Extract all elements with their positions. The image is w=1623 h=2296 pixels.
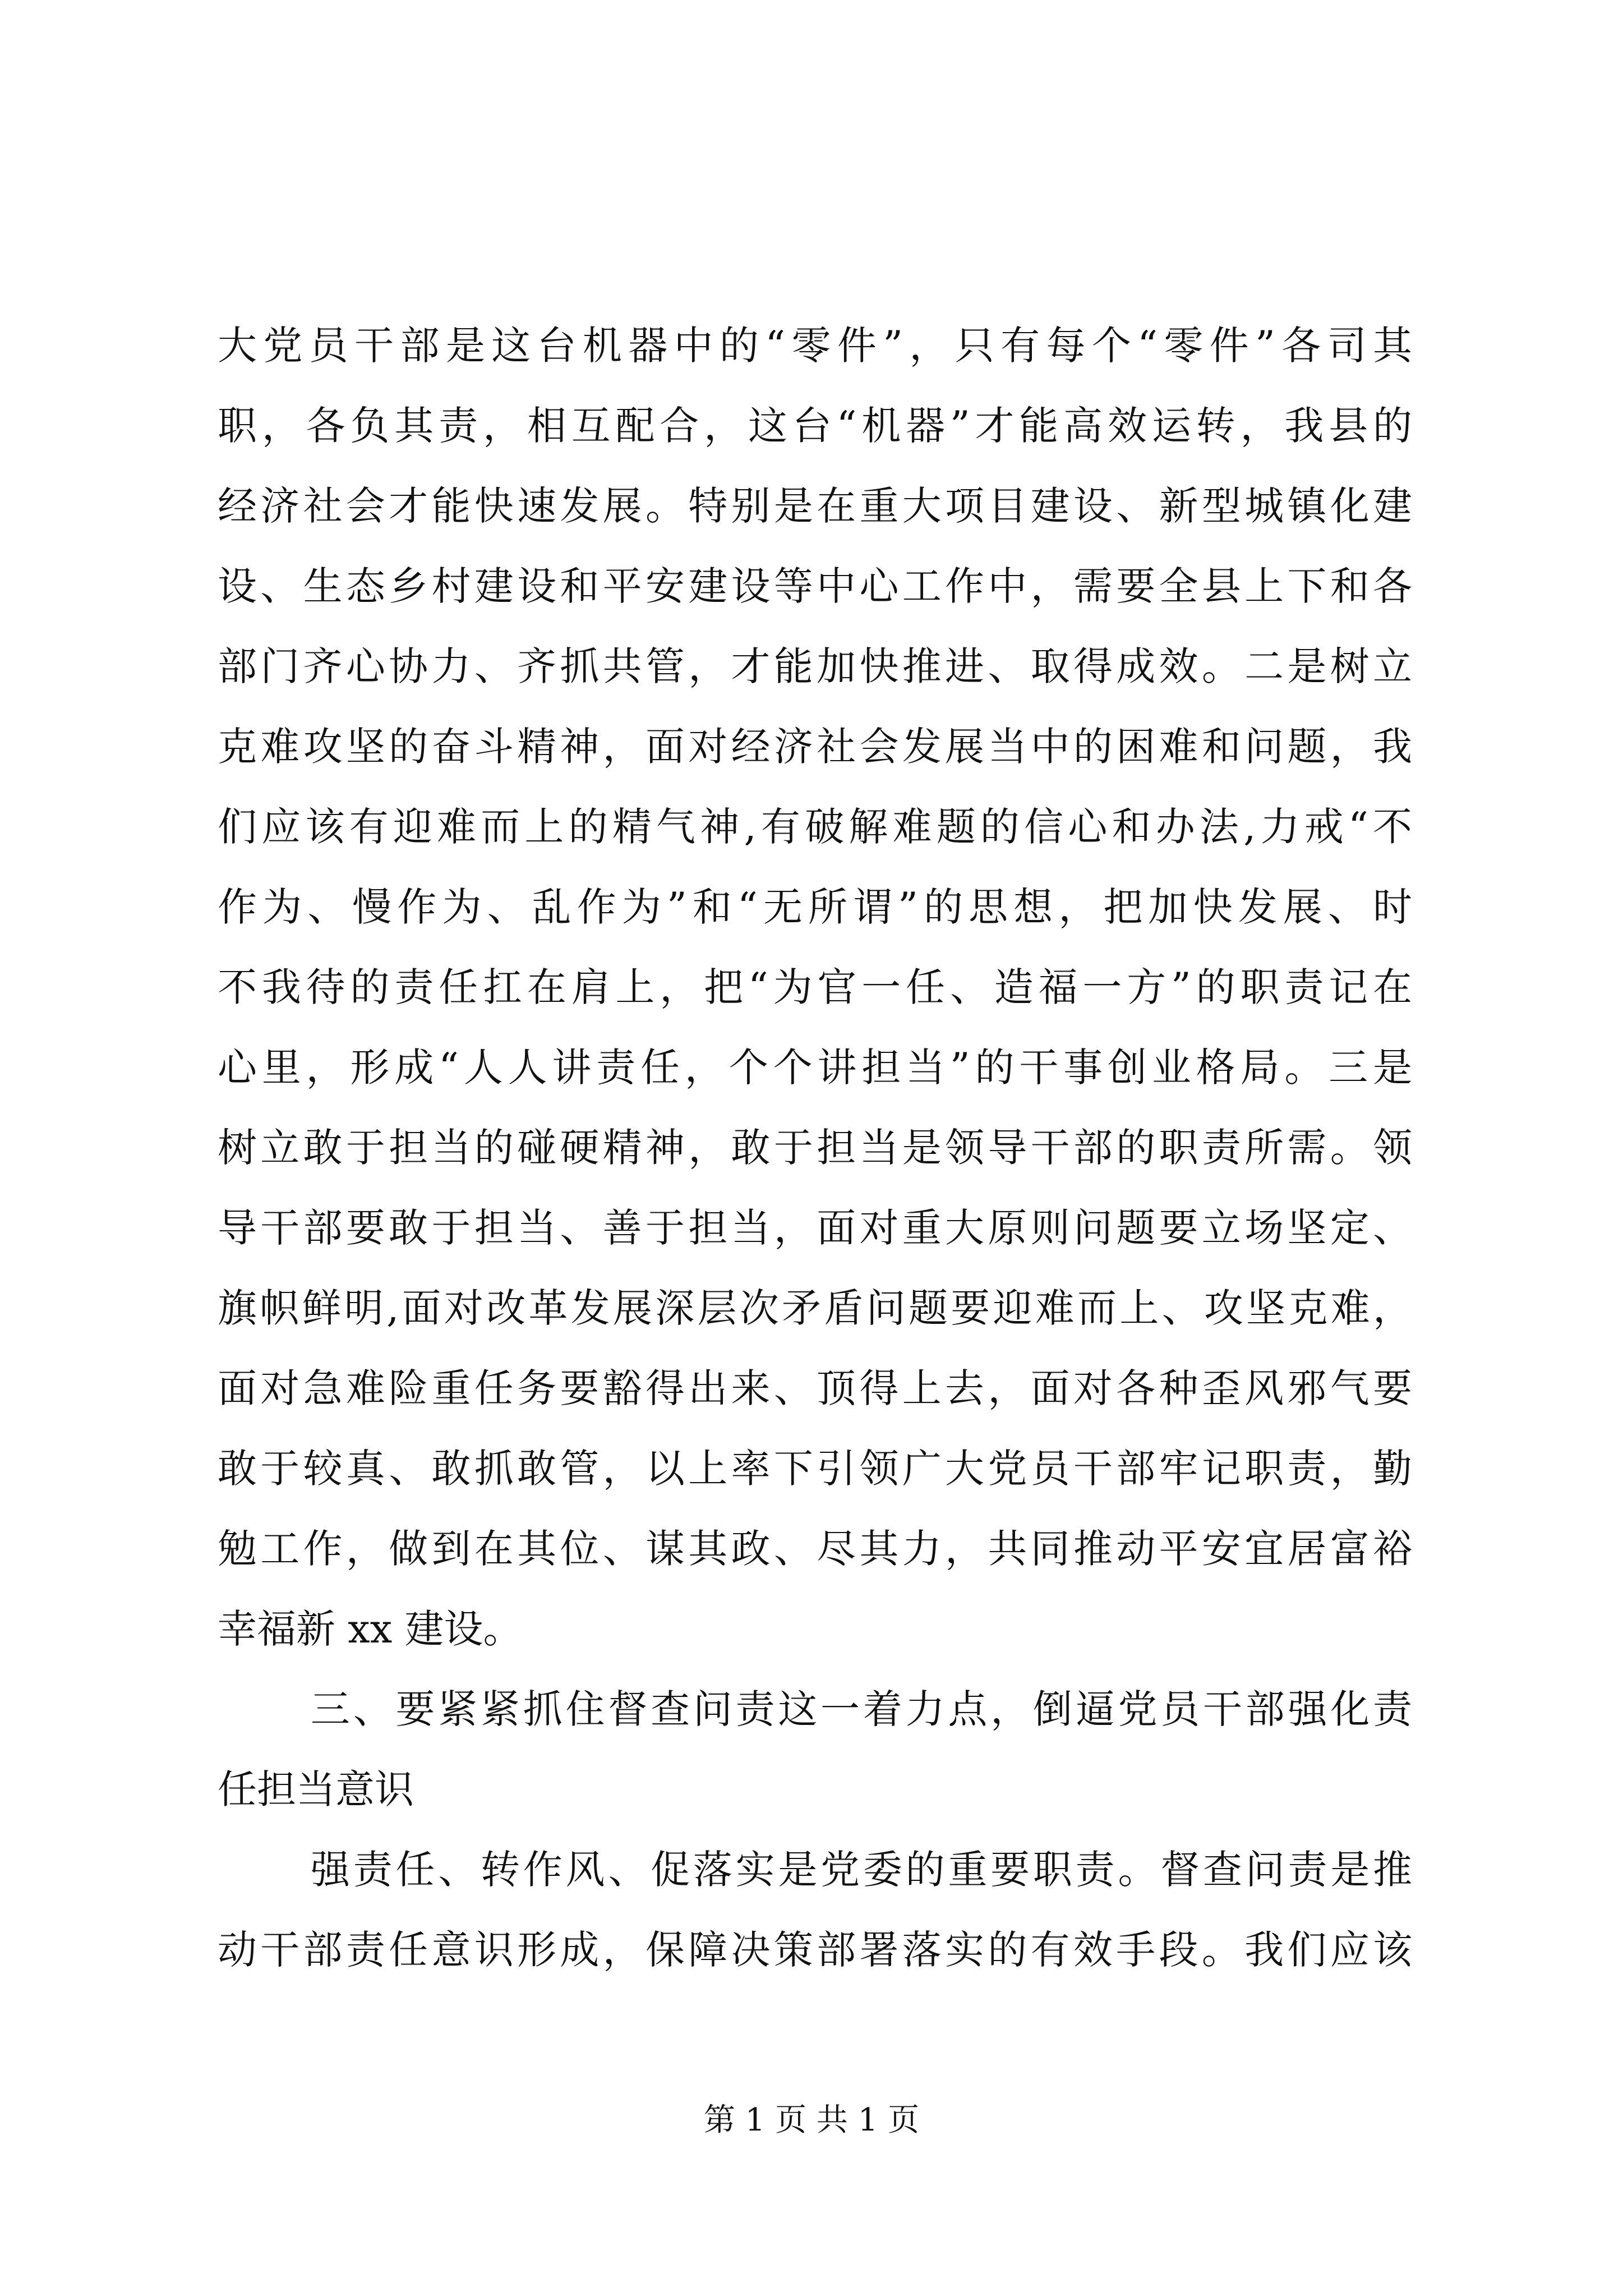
text-line: 动干部责任意识形成，保障决策部署落实的有效手段。我们应该 [218, 1927, 1412, 1973]
text-line: 强责任、转作风、促落实是党委的重要职责。督查问责是推 [311, 1847, 1412, 1893]
text-line: 们应该有迎难而上的精气神,有破解难题的信心和办法,力戒“不 [218, 804, 1412, 850]
text-line: 大党员干部是这台机器中的“零件”，只有每个“零件”各司其 [218, 323, 1412, 369]
document-body [218, 306, 1412, 1990]
text-line: 心里，形成“人人讲责任，个个讲担当”的干事创业格局。三是 [218, 1045, 1412, 1091]
text-line: 勉工作，做到在其位、谋其政、尽其力，共同推动平安宜居富裕 [218, 1526, 1412, 1572]
section-heading-line: 三、要紧紧抓住督查问责这一着力点，倒逼党员干部强化责 [311, 1686, 1412, 1732]
page-number-footer: 第 1 页 共 1 页 [703, 2102, 920, 2138]
text-line: 树立敢于担当的碰硬精神，敢于担当是领导干部的职责所需。领 [218, 1125, 1412, 1171]
text-line: 导干部要敢于担当、善于担当，面对重大原则问题要立场坚定、 [218, 1205, 1412, 1251]
text-line: 作为、慢作为、乱作为”和“无所谓”的思想，把加快发展、时 [218, 884, 1412, 930]
text-line: 幸福新 xx 建设。 [218, 1606, 523, 1652]
text-line: 面对急难险重任务要豁得出来、顶得上去，面对各种歪风邪气要 [218, 1365, 1412, 1411]
text-line: 敢于较真、敢抓敢管，以上率下引领广大党员干部牢记职责，勤 [218, 1446, 1412, 1492]
text-line: 克难攻坚的奋斗精神，面对经济社会发展当中的困难和问题，我 [218, 724, 1412, 770]
text-line: 旗帜鲜明,面对改革发展深层次矛盾问题要迎难而上、攻坚克难， [218, 1285, 1412, 1331]
text-line: 经济社会才能快速发展。特别是在重大项目建设、新型城镇化建 [218, 483, 1412, 529]
text-line: 不我待的责任扛在肩上，把“为官一任、造福一方”的职责记在 [218, 964, 1412, 1010]
text-line: 设、生态乡村建设和平安建设等中心工作中，需要全县上下和各 [218, 563, 1412, 609]
section-heading-line: 任担当意识 [218, 1766, 414, 1812]
text-line: 职，各负其责，相互配合，这台“机器”才能高效运转，我县的 [218, 403, 1412, 449]
text-line: 部门齐心协力、齐抓共管，才能加快推进、取得成效。二是树立 [218, 643, 1412, 689]
